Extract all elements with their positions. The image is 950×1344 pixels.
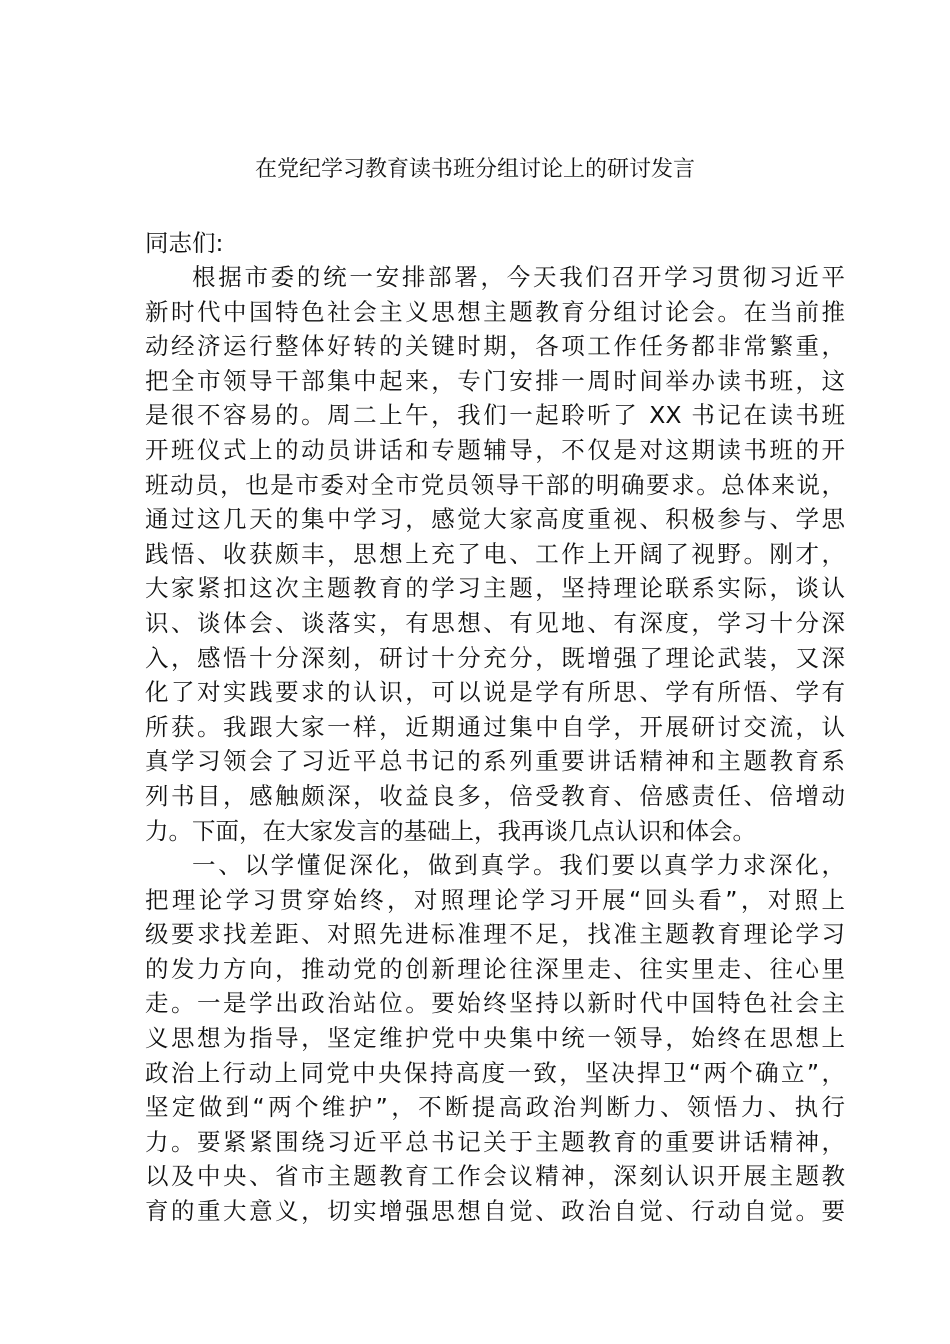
text-line: 大家紧扣这次主题教育的学习主题，坚持理论联系实际，谈认 — [145, 574, 845, 603]
text-line: 通过这几天的集中学习，感觉大家高度重视、积极参与、学思 — [145, 505, 845, 534]
text-line: 义思想为指导，坚定维护党中央集中统一领导，始终在思想上 — [145, 1024, 845, 1053]
text-line: 级要求找差距、对照先进标准理不足，找准主题教育理论学习 — [145, 920, 845, 949]
text-line: 真学习领会了习近平总书记的系列重要讲话精神和主题教育系 — [145, 747, 845, 776]
text-line: 坚定做到“两个维护”，不断提高政治判断力、领悟力、执行 — [145, 1093, 845, 1122]
text-line: 入，感悟十分深刻，研讨十分充分，既增强了理论武装，又深 — [145, 643, 845, 672]
text-line: 化了对实践要求的认识，可以说是学有所思、学有所悟、学有 — [145, 678, 845, 707]
text-line: 新时代中国特色社会主义思想主题教育分组讨论会。在当前推 — [145, 297, 845, 326]
text-line: 动经济运行整体好转的关键时期，各项工作任务都非常繁重， — [145, 332, 845, 361]
text-line: 力。要紧紧围绕习近平总书记关于主题教育的重要讲话精神， — [145, 1127, 845, 1156]
text-line: 把理论学习贯穿始终，对照理论学习开展“回头看”，对照上 — [145, 885, 845, 914]
text-line: 走。一是学出政治站位。要始终坚持以新时代中国特色社会主 — [145, 989, 845, 1018]
text-line: 育的重大意义，切实增强思想自觉、政治自觉、行动自觉。要 — [145, 1197, 845, 1226]
text-line: 列书目，感触颇深，收益良多，倍受教育、倍感责任、倍增动 — [145, 781, 845, 810]
text-line: 开班仪式上的动员讲话和专题辅导，不仅是对这期读书班的开 — [145, 435, 845, 464]
body-text — [145, 260, 845, 1229]
salutation: 同志们: — [145, 229, 224, 257]
text-line: 把全市领导干部集中起来，专门安排一周时间举办读书班，这 — [145, 366, 845, 395]
text-line: 是很不容易的。周二上午，我们一起聆听了 XX 书记在读书班 — [145, 401, 845, 430]
text-line: 识、谈体会、谈落实，有思想、有见地、有深度，学习十分深 — [145, 608, 845, 637]
text-line: 力。下面，在大家发言的基础上，我再谈几点认识和体会。 — [145, 816, 756, 845]
text-line: 根据市委的统一安排部署，今天我们召开学习贯彻习近平 — [192, 263, 845, 291]
text-line: 践悟、收获颇丰，思想上充了电、工作上开阔了视野。刚才， — [145, 539, 845, 568]
text-line: 的发力方向，推动党的创新理论往深里走、往实里走、往心里 — [145, 954, 845, 983]
text-line: 所获。我跟大家一样，近期通过集中自学，开展研讨交流，认 — [145, 712, 845, 741]
text-line: 以及中央、省市主题教育工作会议精神，深刻认识开展主题教 — [145, 1162, 845, 1191]
text-line: 政治上行动上同党中央保持高度一致，坚决捍卫“两个确立”， — [145, 1058, 845, 1087]
text-line: 一、以学懂促深化，做到真学。我们要以真学力求深化， — [192, 851, 845, 880]
document-title: 在党纪学习教育读书班分组讨论上的研讨发言 — [254, 157, 695, 182]
text-line: 班动员，也是市委对全市党员领导干部的明确要求。总体来说， — [145, 470, 845, 499]
